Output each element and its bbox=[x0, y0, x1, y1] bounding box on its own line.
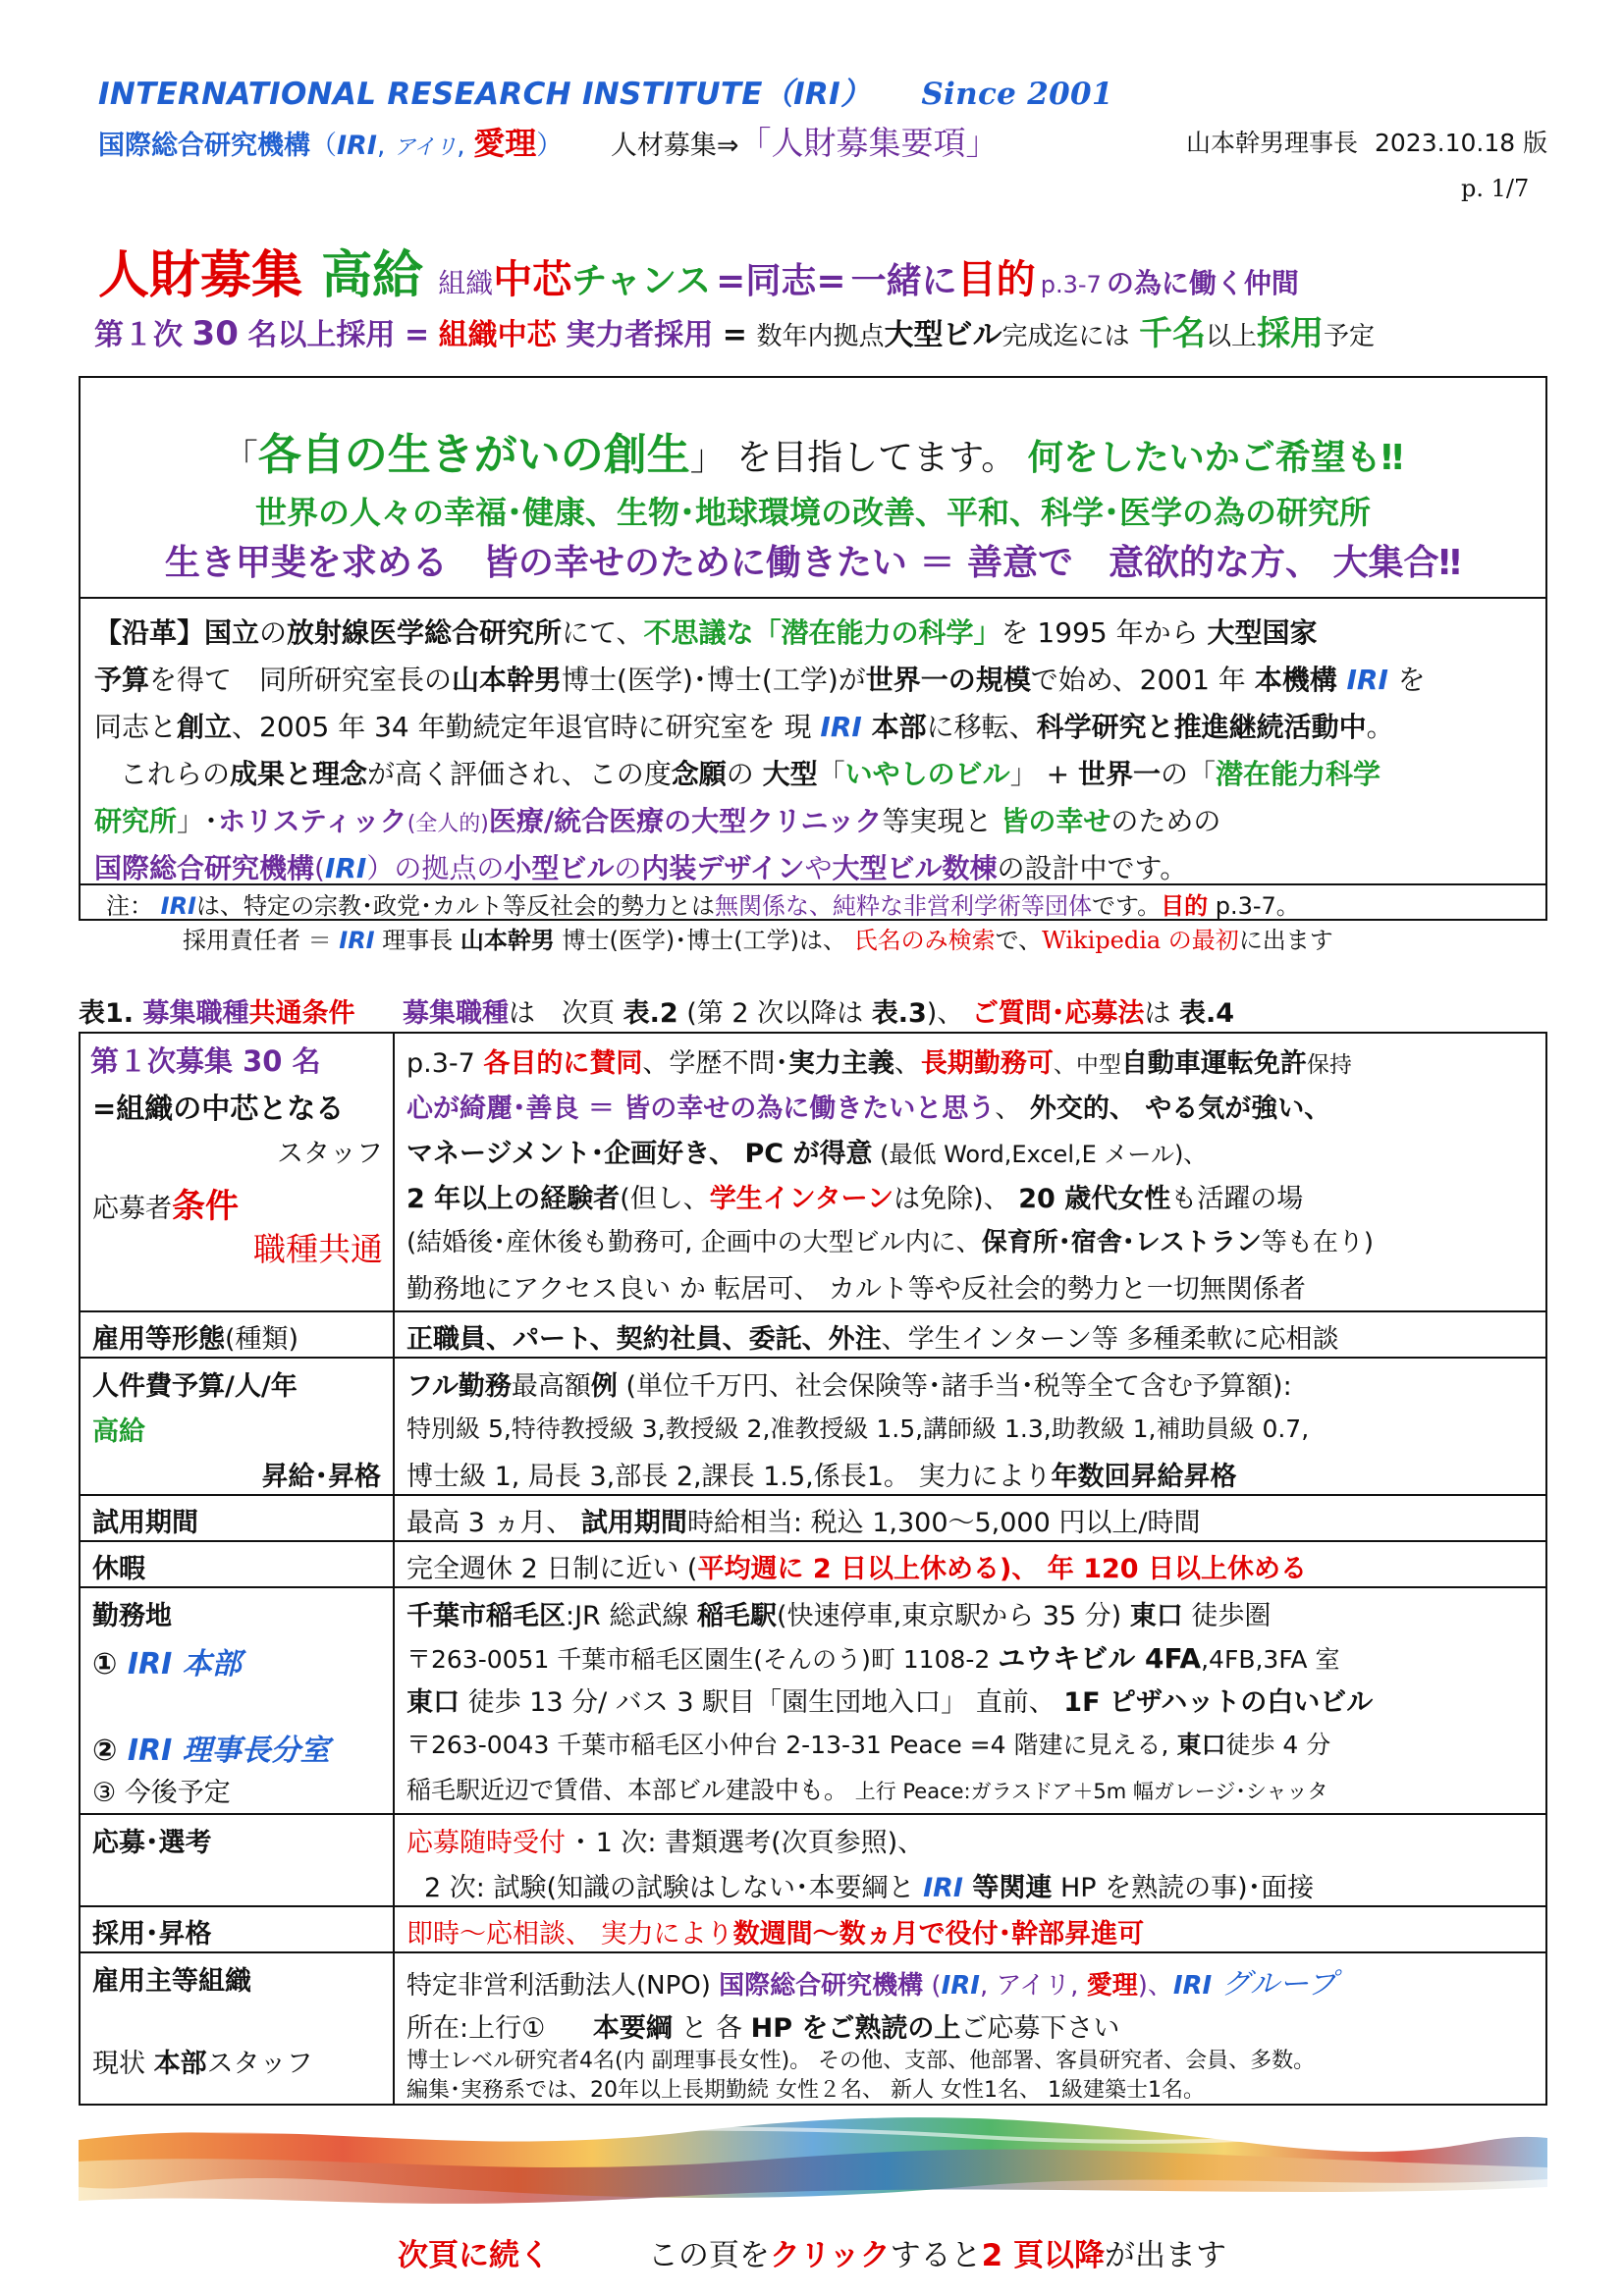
intro-wish: 何をしたいかご希望も‼ bbox=[1027, 438, 1404, 478]
recruitment-conditions-table bbox=[79, 1032, 1547, 2106]
org-english-title bbox=[98, 69, 1113, 113]
history-row-5: 研究所」･ホリスティック(全人的)医療/統合医療の大型クリニック等実現と 皆の幸せのための bbox=[94, 805, 1221, 837]
sub-eq2: = bbox=[722, 318, 747, 352]
hiring-summary bbox=[94, 306, 1375, 354]
intro-divider bbox=[81, 597, 1545, 599]
org-en-close: ） bbox=[839, 77, 872, 112]
org-en-name: INTERNATIONAL RESEARCH INSTITUTE（ bbox=[98, 77, 794, 112]
table-row-holidays: 休暇 完全週休 2 日制に近い (平均週に 2 日以上休める)、 年 120 日以上休める bbox=[80, 1541, 1546, 1587]
version-date: 2023.10.18 版 bbox=[1375, 129, 1548, 157]
headline-core: 中芯 bbox=[493, 257, 572, 302]
paren-close: ） bbox=[536, 131, 564, 161]
airi-kana: アイリ bbox=[394, 135, 458, 160]
sub-eq1: = bbox=[404, 318, 430, 352]
table-row-promotion: 採用･昇格 即時～応相談、 実力により数週間～数ヵ月で役付･幹部昇進可 bbox=[80, 1906, 1546, 1952]
org-ja-name: 国際総合研究機構 bbox=[98, 131, 310, 161]
intro-line-3: 生き甲斐を求める 皆の幸せのために働きたい ＝ 善意で 意欲的な方、 大集合‼ bbox=[164, 543, 1462, 583]
history-row-3: 同志と創立、2005 年 34 年勤続定年退官時に研究室を 現 IRI 本部に移転、科学研究と推進継続活動中。 bbox=[94, 711, 1394, 743]
sub-until: 完成迄には bbox=[1001, 322, 1130, 351]
note-line-1: 注： IRIは、特定の宗教･政党･カルト等反社会的勢力とは無関係な、純粋な非営利学術等団体です。目的 p.3-7。 bbox=[106, 892, 1300, 920]
headline-purpose: 目的 bbox=[956, 257, 1036, 302]
continue-next-page: 次頁に続く bbox=[398, 2238, 550, 2273]
label-first-recruit: 第１次募集 30 名 =組織の中芯となる スタッフ 応募者条件 職種共通 bbox=[80, 1033, 394, 1311]
table-row-salary-budget: 人件費予算/人/年 高給 昇給･昇格 フル勤務最高額例 (単位千万円、社会保険等･諸手当･税等全て含む予算額): 特別級 5,特待教授級 3,教授級 2,准教授級 1.5,講師級 1.3,助教級 1,補助員級 0.7, 博士級 1, 局長 3,部長 2,課長 1.5,係長1。 実力により年数回昇給昇格 bbox=[80, 1358, 1546, 1495]
intro-line-1: 「各自の生きがいの創生」 を目指してます。 何をしたいかご希望も‼ bbox=[222, 430, 1404, 480]
sub-years: 数年内拠点 bbox=[756, 322, 885, 351]
sub-more: 名以上採用 bbox=[247, 318, 396, 352]
sub-ability: 実力者採用 bbox=[566, 318, 714, 352]
sub-first: 第１次 bbox=[94, 318, 183, 352]
headline-chance: チャンス bbox=[571, 261, 712, 301]
history-row-1: 【沿革】国立の放射線医学総合研究所にて、不思議な「潜在能力の科学」を 1995 年から 大型国家 bbox=[94, 616, 1318, 649]
sub-hire: 採用 bbox=[1257, 314, 1325, 353]
click-link[interactable]: クリック bbox=[769, 2238, 891, 2273]
page-number: p. 1/7 bbox=[1461, 175, 1530, 202]
headline-pages: p.3-7 bbox=[1040, 271, 1102, 298]
recruit-arrow: 人材募集⇒ bbox=[610, 131, 739, 161]
history-row-2: 予算を得て 同所研究室長の山本幹男博士(医学)･博士(工学)が世界一の規模で始め、2001 年 本機構 IRI を bbox=[94, 664, 1426, 696]
recruit-title: 「人財募集要項」 bbox=[738, 124, 999, 162]
headline-together: 一緒に bbox=[850, 261, 957, 301]
table-row-trial-period: 試用期間 最高 3 ヵ月、 試用期間時給相当: 税込 1,300～5,000 円以上/時間 bbox=[80, 1495, 1546, 1541]
history-row-6: 国際総合研究機構(IRI）の拠点の小型ビルの内装デザインや大型ビル数棟の設計中です。 bbox=[94, 852, 1188, 884]
table-row-employment-type: 雇用等形態(種類) 正職員、パート、契約社員、委託、外注、学生インターン等 多種柔軟に応相談 bbox=[80, 1311, 1546, 1358]
value-common-conditions: p.3-7 各目的に賛同、学歴不問･実力主義、長期勤務可、中型自動車運転免許保持 心が綺麗･善良 ＝ 皆の幸せの為に働きたいと思う、 外交的、 やる気が強い、 マネージメント･企画好き、 PC が得意 (最低 Word,Excel,E メール)、 2 年以上の経験者(但し、学生インターンは免除)、 20 歳代女性も活躍の場 (結婚後･産休後も勤務可, 企画中の大型ビル内に、保育所･宿舎･レストラン等も在り) 勤務地にアクセス良い か 転居可、 カルト等や反社会的勢力と一切無関係者 bbox=[394, 1033, 1546, 1311]
since-year: Since 2001 bbox=[921, 77, 1113, 112]
history-row-4: これらの成果と理念が高く評価され、この度念願の 大型「いやしのビル」 + 世界一の「潜在能力科学 bbox=[120, 758, 1380, 790]
table-row-work-location: 勤務地 ① IRI 本部 ② IRI 理事長分室 ③ 今後予定 千葉市稲毛区:JR 総武線 稲毛駅(快速停車,東京駅から 35 分) 東口 徒歩圏 〒263-0051 千葉市稲毛区園生(そんのう)町 1108-2 ユウキビル 4FA,4FB,3FA 室 東口 徒歩 13 分/ バス 3 駅目「園生団地入口」 直前、 1F ピザハットの白いビル 〒263-0043 千葉市稲毛区小仲台 2-13-31 Peace =4 階建に見える, 東口徒歩 4 分 稲毛駅近辺で賃借、本部ビル建設中も。 上行 Peace:ガラスドア＋5m 幅ガレージ･シャッタ bbox=[80, 1587, 1546, 1814]
intro-box bbox=[79, 376, 1547, 921]
table-row-common-conditions bbox=[80, 1033, 1546, 1311]
paren-open: （ bbox=[310, 131, 337, 161]
intro-life-purpose: 各自の生きがいの創生 bbox=[257, 430, 690, 480]
iri-abbr: IRI bbox=[337, 131, 377, 161]
decorative-banner bbox=[79, 2110, 1547, 2214]
headline-recruit: 人財募集 bbox=[98, 246, 303, 305]
headline-comrade: =同志= bbox=[716, 261, 846, 301]
org-en-abbr: IRI bbox=[793, 77, 840, 112]
org-japanese-line: 国際総合研究機構（IRI, アイリ, 愛理） 人材募集⇒「人財募集要項」 山本幹男理事長 2023.10.18 版 bbox=[98, 124, 1548, 162]
headline bbox=[98, 234, 1299, 307]
airi-kanji: 愛理 bbox=[473, 125, 537, 162]
note-line-2: 採用責任者 ＝ IRI 理事長 山本幹男 博士(医学)･博士(工学)は、 氏名のみ検索で、Wikipedia の最初に出ます bbox=[183, 927, 1333, 954]
table-1-title: 表1. 募集職種共通条件 募集職種は 次頁 表.2 (第 2 次以降は 表.3)、 ご質問･応募法は 表.4 bbox=[79, 998, 1235, 1029]
sub-over: 以上 bbox=[1206, 322, 1258, 351]
footer: 次頁に続く この頁をクリックすると2 頁以降が出ます bbox=[398, 2238, 1226, 2273]
headline-high-pay: 高給 bbox=[321, 246, 424, 305]
intro-line-2: 世界の人々の幸福･健康、生物･地球環境の改善、平和、科学･医学の為の研究所 bbox=[254, 494, 1371, 531]
table-row-employer: 雇用主等組織 現状 本部スタッフ 特定非営利活動法人(NPO) 国際総合研究機構 (IRI, アイリ, 愛理)、IRI グループ 所在:上行① 本要綱 と 各 HP をご熟読の上ご応募下さい 博士レベル研究者4名(内 副理事長女性)。 その他、支部、他部署、客員研究者、会員、多数。 編集･実務系では、20年以上長期勤続 女性２名、 新人 女性1名、 1級建築士1名。 bbox=[80, 1952, 1546, 2105]
sub-core: 組織中芯 bbox=[438, 318, 557, 352]
note-divider bbox=[81, 883, 1545, 885]
sub-thousand: 千名 bbox=[1139, 314, 1207, 353]
author-name: 山本幹男理事長 bbox=[1186, 129, 1359, 157]
table-row-application: 応募･選考 応募随時受付 ･ 1 次: 書類選考(次頁参照)、 2 次: 試験(知識の試験はしない･本要綱と IRI 等関連 HP を熟読の事)･面接 bbox=[80, 1814, 1546, 1906]
headline-colleagues: の為に働く仲間 bbox=[1106, 267, 1299, 299]
headline-org: 組織 bbox=[438, 267, 494, 299]
sub-plan: 予定 bbox=[1324, 322, 1376, 351]
sub-thirty: 30 bbox=[191, 314, 239, 353]
sub-bigbuilding: 大型ビル bbox=[884, 318, 1002, 352]
